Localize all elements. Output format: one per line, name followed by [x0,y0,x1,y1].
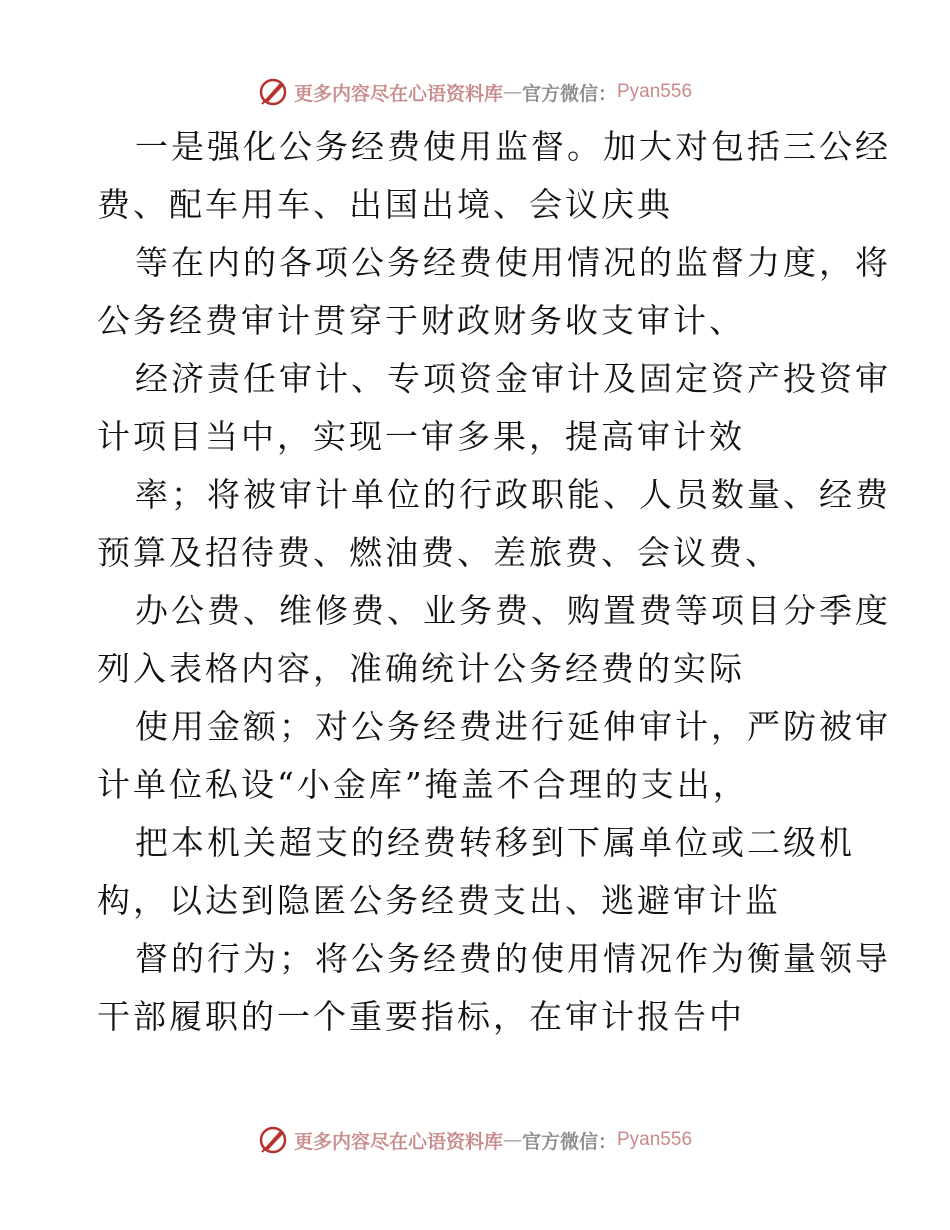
banner-wechat-id: Pyan556 [617,1129,693,1150]
paragraph-line: 列入表格内容，准确统计公务经费的实际 [97,649,745,688]
paragraph [97,350,891,466]
paragraph-line: 计单位私设“小金库”掩盖不合理的支出， [97,765,749,804]
quill-pen-in-circle-icon [258,77,288,107]
banner-text [294,79,692,106]
banner-wechat-label: 官方微信： [521,82,617,105]
paragraph [97,118,891,234]
footer-banner [0,1120,950,1160]
paragraph [97,814,857,930]
paragraph-line: 公务经费审计贯穿于财政财务收支审计、 [97,301,745,340]
banner-text [294,1127,692,1154]
document-body [97,118,891,1046]
paragraph-line: 把本机关超支的经费转移到下属单位或二级机 [135,823,855,862]
paragraph-line: 一是强化公务经费使用监督。加大对包括三公经 [135,127,891,166]
paragraph [97,234,891,350]
paragraph-line: 督的行为；将公务经费的使用情况作为衡量领导 [135,939,891,978]
paragraph-line: 计项目当中，实现一审多果，提高审计效 [97,417,745,456]
paragraph-line: 预算及招待费、燃油费、差旅费、会议费、 [97,533,781,572]
banner-site-name: 更多内容尽在心语资料库 [293,1130,503,1153]
paragraph-line: 办公费、维修费、业务费、购置费等项目分季度 [135,591,891,630]
paragraph [97,930,891,1046]
paragraph-line: 率；将被审计单位的行政职能、人员数量、经费 [135,475,891,514]
paragraph-line: 干部履职的一个重要指标，在审计报告中 [97,997,745,1036]
banner-wechat-id: Pyan556 [617,81,693,102]
paragraph-line: 等在内的各项公务经费使用情况的监督力度，将 [135,243,891,282]
quill-pen-in-circle-icon [258,1125,288,1155]
paragraph-line: 经济责任审计、专项资金审计及固定资产投资审 [135,359,891,398]
banner-wechat-label: 官方微信： [521,1130,617,1153]
banner-site-name: 更多内容尽在心语资料库 [293,82,503,105]
banner-separator: — [502,81,522,103]
paragraph [97,698,891,814]
paragraph [97,466,891,582]
paragraph-line: 费、配车用车、出国出境、会议庆典 [97,185,673,224]
banner-separator: — [502,1129,522,1151]
paragraph-line: 使用金额；对公务经费进行延伸审计，严防被审 [135,707,891,746]
paragraph [97,582,891,698]
paragraph-line: 构，以达到隐匿公务经费支出、逃避审计监 [97,881,781,920]
header-banner [0,72,950,112]
